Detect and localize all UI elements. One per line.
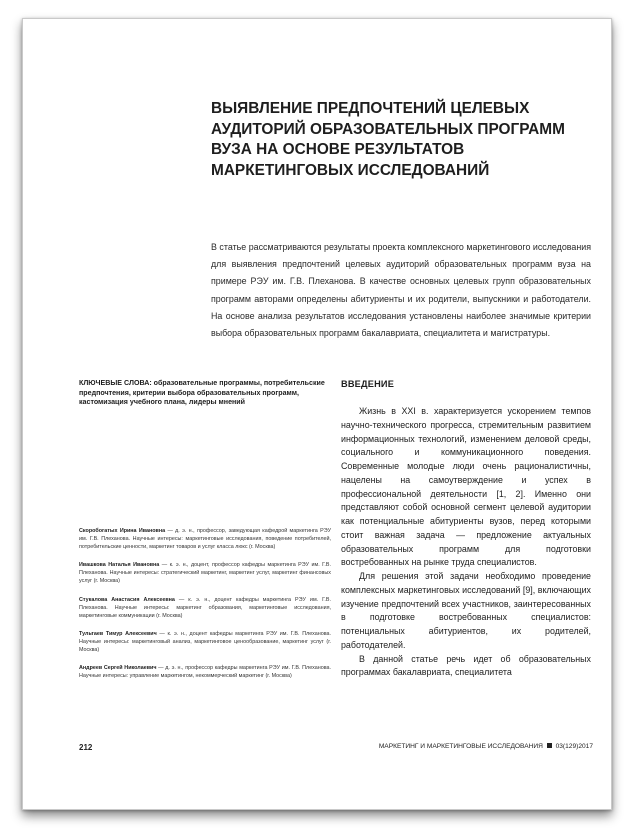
square-separator-icon [547,743,552,748]
author-entry [79,596,331,620]
author-list [79,527,331,690]
section-heading: ВВЕДЕНИЕ [341,379,395,389]
author-entry [79,561,331,585]
paragraph: Жизнь в XXI в. характеризуется ускорением темпов научно-технического прогресса, стремительным развитием информационных технологий, изменением деловой среды, социального и коммуникационного поведения. Современные молодые люди очень рационалистичны, нацелены на самоутверждение и успех в профессиональной деятельности [1, 2]. Именно они представляют собой основной сегмент целевой аудитории как потенциальные абитуриенты вузов, перед которыми стоит важная задача — предложение актуальных образовательных программ для подготовки востребованных на рынке труда специалистов. [341,406,591,568]
article-title: ВЫЯВЛЕНИЕ ПРЕДПОЧТЕНИЙ ЦЕЛЕВЫХ АУДИТОРИЙ ОБРАЗОВАТЕЛЬНЫХ ПРОГРАММ ВУЗА НА ОСНОВЕ РЕЗУЛЬТАТОВ МАРКЕТИНГОВЫХ ИССЛЕДОВАНИЙ [211,100,565,179]
author-info: — к. э. н., доцент, профессор кафедры маркетинга РЭУ им. Г.В. Плеханова. Научные интересы: стратегический маркетинг, маркетинг услуг, маркетинг финансовых услуг (г. Москва) [79,562,331,585]
author-info: — к. э. н., доцент кафедры маркетинга РЭУ им. Г.В. Плеханова. Научные интересы: маркетинг образования, маркетинговые исследования, маркетинговые коммуникации (г. Москва) [79,596,331,619]
paragraph: В данной статье речь идет об образовательных программах бакалавриата, специалитета [341,653,591,678]
author-entry [79,527,331,551]
article-abstract: В статье рассматриваются результаты проекта комплексного маркетингового исследования для выявления предпочтений целевых аудиторий образовательных программ вуза на примере РЭУ им. Г.В. Плеханова. В качестве основных целевых групп образовательных программ авторами определены абитуриенты и их родители, выпускники и работодатели. На основе анализа результатов исследования установлены наиболее значимые критерии выбора образовательных программ бакалавриата, специалитета и магистратуры. [211,242,591,339]
paragraph: Для решения этой задачи необходимо проведение комплексных маркетинговых исследований [9], включающих изучение предпочтений всех участников, заинтересованных в подготовке востребованных специалистов: потенциальных абитуриентов, их родителей, работодателей. [341,571,591,650]
author-info: — к. э. н., доцент кафедры маркетинга РЭУ им. Г.В. Плеханова. Научные интересы: маркетинговый анализ, маркетинговое ценообразование, маркетинг услуг (г. Москва) [79,630,331,654]
author-name: Андреев Сергей Николаевич [79,665,157,672]
journal-page [22,18,612,810]
running-footer [371,743,593,750]
author-entry [79,630,331,654]
author-name: Ивашкова Наталья Ивановна [79,562,160,569]
page-number: 212 [79,743,93,752]
author-info: — д. э. н., профессор кафедры маркетинга РЭУ им. Г.В. Плеханова. Научные интересы: управление маркетингом, некоммерческий маркетинг (г. Москва) [79,665,331,680]
author-name: Тультаев Тимур Алексеевич [79,630,157,637]
author-name: Стукалова Анастасия Алексеевна [79,596,175,603]
intro-body [341,405,591,680]
issue-number: 03(129)2017 [555,743,593,750]
author-info: — д. э. н., профессор, заведующая кафедрой маркетинга РЭУ им. Г.В. Плеханова. Научные интересы: маркетинговые исследования, поведение потребителей, потребительские ценности, маркетинг товаров и услуг класса люкс (г. Москва) [79,528,332,551]
author-entry [79,664,331,680]
keywords: КЛЮЧЕВЫЕ СЛОВА: образовательные программы, потребительские предпочтения, критерии выбора образовательных программ, кастомизация учебного плана, лидеры мнений [79,379,325,407]
journal-name: МАРКЕТИНГ И МАРКЕТИНГОВЫЕ ИССЛЕДОВАНИЯ [378,743,543,750]
author-name: Скоробогатых Ирина Ивановна [79,528,166,534]
